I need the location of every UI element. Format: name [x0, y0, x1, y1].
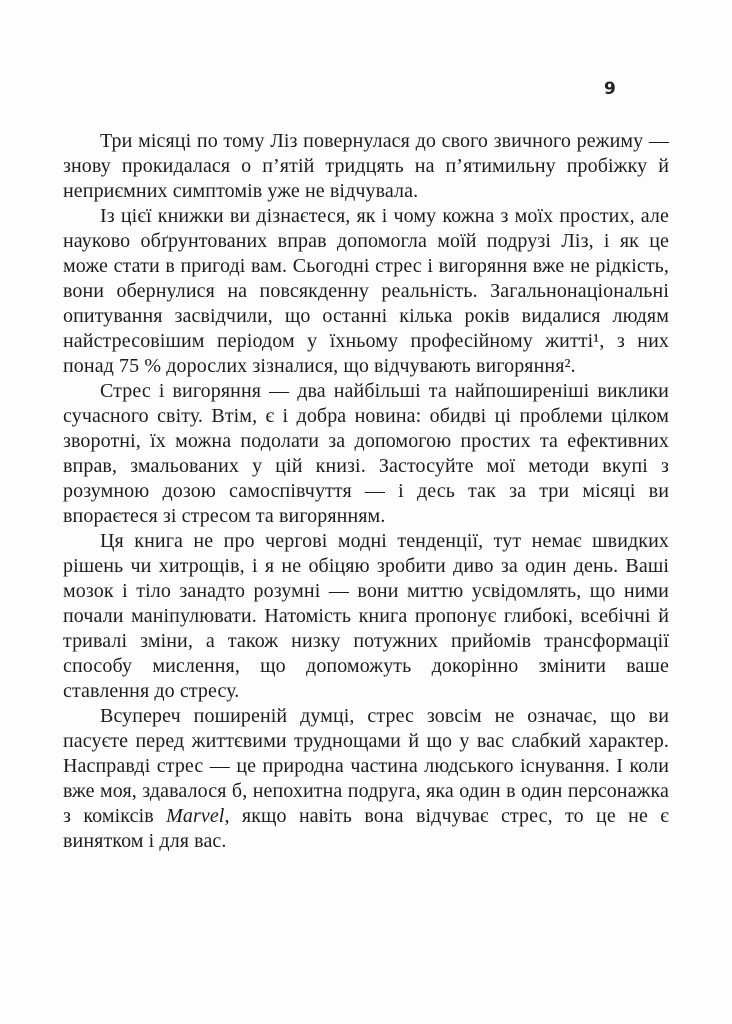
paragraph-text: Всупереч поширеній думці, стрес зовсім не означає, що ви пасуєте перед життєвими труднощами й що у вас слабкий характер. Насправді стрес — це природна частина людського існування. І коли вже моя, здавалося б, непохитна подруга, яка один в один персонажка з коміксів: [63, 705, 669, 827]
body-text-block: [63, 129, 669, 854]
paragraph-text: , якщо навіть вона відчуває стрес, то це не є винятком і для вас.: [63, 805, 669, 852]
page-number: 9: [604, 79, 616, 99]
body-paragraph: Стрес і вигоряння — два найбільші та найпоширеніші виклики сучасного світу. Втім, є і добра новина: обидві ці проблеми цілком зворотні, їх можна подолати за допомогою простих та ефективних вправ, змальованих у цій книзі. Застосуйте мої методи вкупі з розумною дозою самоспівчуття — і десь так за три місяці ви впораєтеся зі стресом та вигорянням.: [63, 380, 669, 527]
body-paragraph: Ця книга не про чергові модні тенденції, тут немає швидких рішень чи хитрощів, і я не обіцяю зробити диво за один день. Ваші мозок і тіло занадто розумні — вони миттю усвідомлять, що ними почали маніпулювати. Натомість книга пропонує глибокі, всебічні й тривалі зміни, а також низку потужних прийомів трансформації способу мислення, що допоможуть докорінно змінити ваше ставлення до стресу.: [63, 530, 669, 702]
body-paragraph: Три місяці по тому Ліз повернулася до свого звичного режиму — знову прокидалася о п’ятій тридцять на п’ятимильну пробіжку й неприємних симптомів уже не відчувала.: [63, 130, 669, 202]
italic-term: Marvel: [166, 805, 225, 827]
body-paragraph: Із цієї книжки ви дізнаєтеся, як і чому кожна з моїх простих, але науково обґрунтованих вправ допомогла моїй подрузі Ліз, і як це може стати в пригоді вам. Сьогодні стрес і вигоряння вже не рідкість, вони обернулися на повсякденну реальність. Загальнонаціональні опитування засвідчили, що останні кілька років видалися людям найстресовішим періодом у їхньому професійному житті¹, з них понад 75 % дорослих зізналися, що відчувають вигоряння².: [63, 205, 669, 377]
body-paragraph: [63, 704, 669, 854]
